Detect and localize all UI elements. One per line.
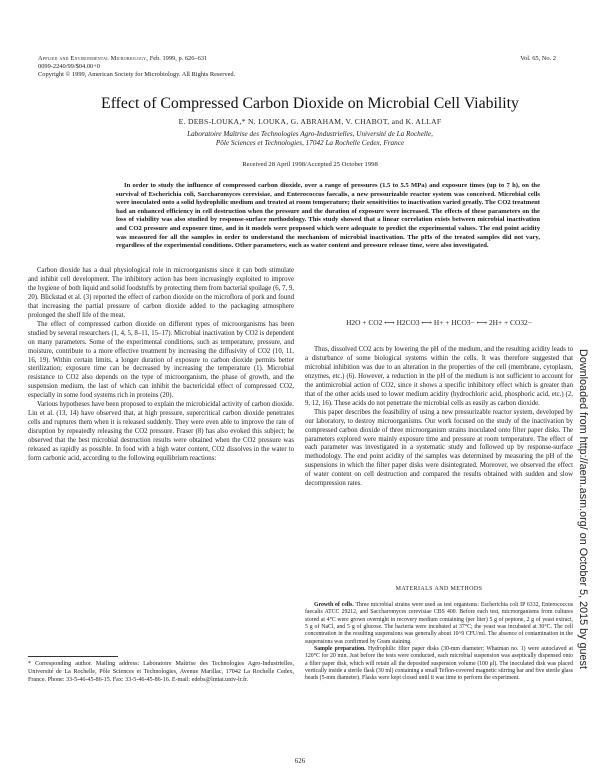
affiliation — [90, 130, 530, 148]
methods-lead: Growth of cells. — [314, 602, 354, 608]
equilibrium-equation: H2O + CO2 ⟷ H2CO3 ⟷ H+ + HCO3− ⟷ 2H+ + CO32− — [346, 318, 532, 327]
methods-text — [305, 602, 573, 683]
abstract: In order to study the influence of compressed carbon dioxide, over a range of pressures (1.5 to 5.5 MPa) and exposure times (up to 7 h), on the survival of Escherichia coli, Saccharomyces cerevisiae, and Enterococcus faecalis, a new pressurizable reactor system was conceived. Microbial cells were inoculated onto a solid hydrophilic medium and treated at room temperature; their sensitivities to inactivation varied greatly. The CO2 treatment had an enhanced efficiency in cell destruction when the pressure and the duration of exposure were increased. The effects of these parameters on the loss of viability was also studied by response-surface methodology. This study showed that a linear correlation exists between microbial inactivation and CO2 pressure and exposure time, and in it models were proposed which were adequate to predict the experimental values. The end point acidity was measured for all the samples in order to understand the mechanism of microbial inactivation. The pHs of the treated samples did not vary, regardless of the experimental conditions. Other parameters, such as water content and pressure release time, were also investigated. — [116, 182, 540, 250]
download-watermark — [576, 286, 590, 732]
left-column — [28, 267, 294, 464]
methods-lead: Sample preparation. — [314, 646, 366, 653]
methods-paragraph — [305, 646, 573, 683]
journal-name: Applied and Environmental Microbiology, — [38, 55, 149, 62]
paragraph: Thus, dissolved CO2 acts by lowering the pH of the medium, and the resulting acidity leads to a disturbance of some biological systems within the cells. It was therefore suggested that microbial inhibition was due to an alteration in the properties of the cell (membrane, cytoplasm, enzymes, etc.) (6). However, a reduction in the pH of the medium is not sufficient to account for the antimicrobial action of CO2, since it shows a specific inhibitory effect which is greater than that of the other acids used to lower medium acidity (hydrochloric acid, phosphoric acid, etc.) (2, 9, 12, 16). These acids do not penetrate the microbial cells as easily as carbon dioxide. — [305, 346, 573, 407]
copyright: Copyright © 1999, American Society for Microbiology. All Rights Reserved. — [38, 71, 236, 78]
methods-body: Hydrophilic filter paper disks (30-mm diameter; Whatman no. 1) were autoclaved at 120°C for 20 min. Just before the tests were conducted, each microbial suspension was aseptically dispensed onto a filter paper disk, which will retain all the deposited suspension volume (100 μl). The inoculated disk was placed vertically inside a sterile flask (30 ml) containing a small Teflon-covered magnetic stirring bar and five sterile glass beads (5-mm diameter). Flasks were kept closed until it was time to perform the experiment. — [305, 646, 574, 682]
footnote-divider — [28, 656, 118, 657]
issue-date: Feb. 1999, p. 626–631 — [149, 55, 208, 62]
paragraph: This paper describes the feasibility of using a new pressurizable reactor system, developed by our laboratory, to destroy microorganisms. Our work focused on the study of the inactivation by compressed carbon dioxide of three microorganism strains inoculated onto filter paper disks. The parameters explored were mainly exposure time and pressure at room temperature. The effect of each parameter was investigated in a systematic study and followed up by response-surface methodology. The end point acidity of the samples was determined by measuring the pH of the suspensions in which the filter paper disks were disintegrated. Moreover, we observed the effect of water content on cell destruction and compared the results obtained with sudden and slow decompression rates. — [305, 408, 573, 488]
paragraph: Various hypotheses have been proposed to explain the microbicidal activity of carbon dioxide. Lin et al. (13, 14) have observed that, at high pressure, supercritical carbon dioxide penetrates cells and ruptures them when it is released suddenly. They were even able to improve the rate of disruption by repeatedly releasing the CO2 pressure. Fraser (8) has also evoked this subject; he observed that the best microbial destruction results were obtained when the CO2 pressure was released as rapidly as possible. In food with a high water content, CO2 dissolves in the water to form carbonic acid, according to the following equilibrium reactions: — [28, 401, 294, 463]
affiliation-line-2: Pôle Sciences et Technologies, 17042 La Rochelle Cedex, France — [215, 139, 405, 147]
section-heading: MATERIALS AND METHODS — [395, 586, 483, 592]
volume: Vol. 65, No. 2 — [520, 55, 556, 62]
journal-header — [38, 55, 358, 79]
page-number: 626 — [294, 758, 306, 765]
download-watermark-text: Downloaded from http://aem.asm.org/ on October 5, 2015 by guest — [577, 349, 589, 669]
received-dates: Received 28 April 1998/Accepted 25 October 1998 — [242, 161, 378, 168]
corresponding-author-footnote: * Corresponding author. Mailing address: Laboratoire Maîtrise des Technologies Agro-Industrielles, Université de La Rochelle, Pôle Sciences et Technologies, Avenue Marillac, 17042 La Rochelle Cedex, France. Phone: 33-5-46-45-86-15. Fax: 33-5-46-45-86-16. E-mail: edebs@lmtai.univ-lr.fr. — [28, 661, 294, 683]
paragraph: Carbon dioxide has a dual physiological role in microorganisms since it can both stimulate and inhibit cell development. The inhibitory action has been increasingly exploited to improve the hygiene of both liquid and solid foodstuffs by protecting them from bacterial spoilage (6, 7, 9, 20). Blickstad et al. (3) reported the effect of carbon dioxide on the microflora of pork and found that increasing the partial pressure of carbon dioxide added to the packaging atmosphere prolonged the shelf life of the meat. — [28, 267, 294, 319]
affiliation-line-1: Laboratoire Maîtrise des Technologies Agro-Industrielles, Université de La Rochelle, — [187, 130, 433, 138]
paragraph: The effect of compressed carbon dioxide on different types of microorganisms has been studied by several researchers (1, 4, 5, 8–11, 15–17). Microbial inactivation by CO2 is dependent on many parameters. Some of the experimental conditions, such as temperature, pressure, and moisture, contribute to a more effective treatment by increasing the diffusivity of CO2 (10, 11, 16, 19). Within certain limits, a longer duration of exposure to carbon dioxide permits better sterilization; exposure time can be decreased by increasing the temperature (1). Microbial resistance to CO2 also depends on the type of microorganism, the phase of growth, and the suspension medium, the last of which can inhibit the bactericidal effect of compressed CO2, especially in some food systems rich in proteins (20). — [28, 320, 294, 400]
methods-paragraph — [305, 602, 573, 646]
right-column — [305, 346, 573, 489]
article-title: Effect of Compressed Carbon Dioxide on Microbial Cell Viability — [101, 95, 519, 112]
issn: 0099-2240/99/$04.00+0 — [38, 63, 101, 70]
author-list: E. DEBS-LOUKA,* N. LOUKA, G. ABRAHAM, V. CHABOT, and K. ALLAF — [178, 117, 442, 126]
methods-body: Three microbial strains were used as test organisms: Escherichia coli IP 6332, Enterococcus faecalis ATCC 29212, and Saccharomyces cerevisiae CBS 400. Before each test, microorganisms from cultures stored at 4°C were grown overnight in recovery medium containing (per liter) 5 g of peptone, 2 g of yeast extract, 5 g of NaCl, and 5 g of glucose. The bacteria were incubated at 37°C; the yeast was incubated at 30°C. The cell concentration in the resulting suspensions was generally about 10^9 CFU/ml. The absence of contamination in the suspensions was confirmed by Gram staining. — [305, 602, 573, 645]
